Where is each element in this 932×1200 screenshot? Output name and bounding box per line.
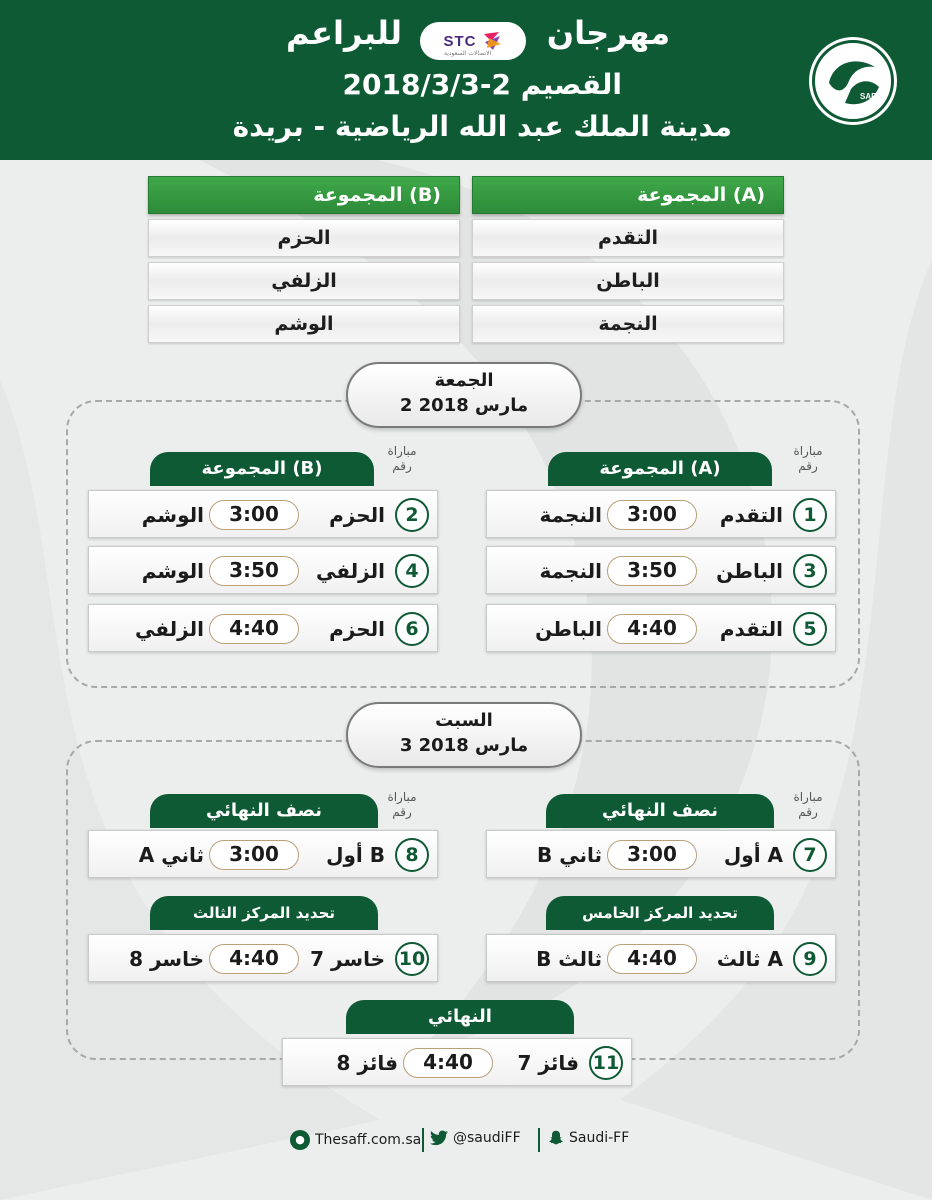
- match-number-badge: 9: [793, 942, 827, 976]
- twitter-link[interactable]: @saudiFF: [430, 1130, 521, 1146]
- away-team: الوشم: [141, 503, 204, 527]
- header-banner: [0, 0, 932, 160]
- match-row: [88, 934, 438, 982]
- match-row: [486, 604, 836, 652]
- footer-social: [0, 1124, 932, 1158]
- day2-date: 3 مارس 2018: [399, 735, 529, 756]
- kickoff-time: 3:00: [607, 500, 697, 530]
- footer-divider: [422, 1128, 424, 1152]
- day1-group-b-heading: المجموعة (B): [150, 452, 374, 486]
- svg-text:SAFF: SAFF: [860, 92, 881, 101]
- away-team: الباطن: [535, 617, 602, 641]
- match-number-badge: 4: [395, 554, 429, 588]
- match-row: [282, 1038, 632, 1086]
- kickoff-time: 3:50: [607, 556, 697, 586]
- home-team: الزلفي: [316, 559, 385, 583]
- region-and-dates: القصيم 2-2018/3/3: [342, 68, 622, 101]
- snapchat-ghost-icon: [548, 1130, 564, 1146]
- group-a-table: [472, 176, 784, 343]
- away-team: ثاني A: [138, 843, 204, 867]
- group-a-team: النجمة: [472, 305, 784, 343]
- festival-title-word: مهرجان: [546, 14, 670, 52]
- day1-group-a-heading: المجموعة (A): [548, 452, 772, 486]
- match-number-badge: 1: [793, 498, 827, 532]
- match-row: [486, 490, 836, 538]
- match-number-badge: 8: [395, 838, 429, 872]
- match-number-badge: 5: [793, 612, 827, 646]
- home-team: ثالث A: [716, 947, 783, 971]
- day1-date: 2 مارس 2018: [399, 395, 529, 416]
- website-link[interactable]: ● Thesaff.com.sa: [290, 1130, 421, 1150]
- match-number-label: مباراة رقم: [387, 444, 417, 473]
- kickoff-time: 4:40: [607, 944, 697, 974]
- day1-name: الجمعة: [434, 370, 494, 391]
- home-team: التقدم: [719, 503, 783, 527]
- match-number-badge: 7: [793, 838, 827, 872]
- fifth-place-heading: تحديد المركز الخامس: [546, 896, 774, 930]
- away-team: فائز 8: [336, 1051, 398, 1075]
- match-number-badge: 10: [395, 942, 429, 976]
- match-number-badge: 3: [793, 554, 827, 588]
- match-number-label: مباراة رقم: [387, 790, 417, 819]
- group-a-team: الباطن: [472, 262, 784, 300]
- semi-final-heading: نصف النهائي: [150, 794, 378, 828]
- match-number-label: مباراة رقم: [793, 444, 823, 473]
- kickoff-time: 3:00: [209, 500, 299, 530]
- away-team: الزلفي: [135, 617, 204, 641]
- away-team: الوشم: [141, 559, 204, 583]
- match-row: [486, 546, 836, 594]
- away-team: ثالث B: [536, 947, 602, 971]
- home-team: التقدم: [719, 617, 783, 641]
- match-number-label: مباراة رقم: [793, 790, 823, 819]
- globe-icon: ●: [290, 1130, 310, 1150]
- stc-swirl-icon: [481, 30, 503, 52]
- day2-pill: [346, 702, 582, 768]
- saff-federation-logo: [812, 40, 894, 122]
- match-row: [88, 546, 438, 594]
- home-team: فائز 7: [517, 1051, 579, 1075]
- home-team: أول A: [723, 843, 783, 867]
- group-b-header: المجموعة (B): [148, 176, 460, 214]
- match-number-badge: 2: [395, 498, 429, 532]
- group-a-header: المجموعة (A): [472, 176, 784, 214]
- kickoff-time: 4:40: [209, 944, 299, 974]
- day1-pill: [346, 362, 582, 428]
- festival-title-juniors: للبراعم: [286, 14, 402, 52]
- semi-final-heading: نصف النهائي: [546, 794, 774, 828]
- home-team: الحزم: [329, 503, 385, 527]
- away-team: خاسر 8: [129, 947, 204, 971]
- third-place-heading: تحديد المركز الثالث: [150, 896, 378, 930]
- kickoff-time: 4:40: [209, 614, 299, 644]
- kickoff-time: 3:00: [607, 840, 697, 870]
- kickoff-time: 3:50: [209, 556, 299, 586]
- group-b-team: الحزم: [148, 219, 460, 257]
- final-heading: النهائي: [346, 1000, 574, 1034]
- twitter-bird-icon: [430, 1130, 448, 1146]
- match-row: [88, 604, 438, 652]
- footer-divider: [538, 1128, 540, 1152]
- home-team: الحزم: [329, 617, 385, 641]
- falcon-ball-icon: [815, 43, 891, 119]
- snapchat-link[interactable]: Saudi-FF: [548, 1130, 629, 1146]
- match-number-badge: 6: [395, 612, 429, 646]
- home-team: خاسر 7: [310, 947, 385, 971]
- match-number-badge: 11: [589, 1046, 623, 1080]
- away-team: النجمة: [539, 559, 602, 583]
- day2-name: السبت: [435, 710, 493, 731]
- away-team: ثاني B: [537, 843, 602, 867]
- match-row: [88, 830, 438, 878]
- kickoff-time: 4:40: [403, 1048, 493, 1078]
- kickoff-time: 3:00: [209, 840, 299, 870]
- match-row: [486, 934, 836, 982]
- group-a-team: التقدم: [472, 219, 784, 257]
- group-b-team: الزلفي: [148, 262, 460, 300]
- group-b-team: الوشم: [148, 305, 460, 343]
- group-b-table: [148, 176, 460, 343]
- match-row: [88, 490, 438, 538]
- home-team: الباطن: [716, 559, 783, 583]
- away-team: النجمة: [539, 503, 602, 527]
- venue: مدينة الملك عبد الله الرياضية - بريدة: [232, 110, 732, 143]
- stc-sponsor-logo: STC الاتصالات السعودية: [420, 22, 526, 60]
- match-row: [486, 830, 836, 878]
- home-team: أول B: [326, 843, 385, 867]
- kickoff-time: 4:40: [607, 614, 697, 644]
